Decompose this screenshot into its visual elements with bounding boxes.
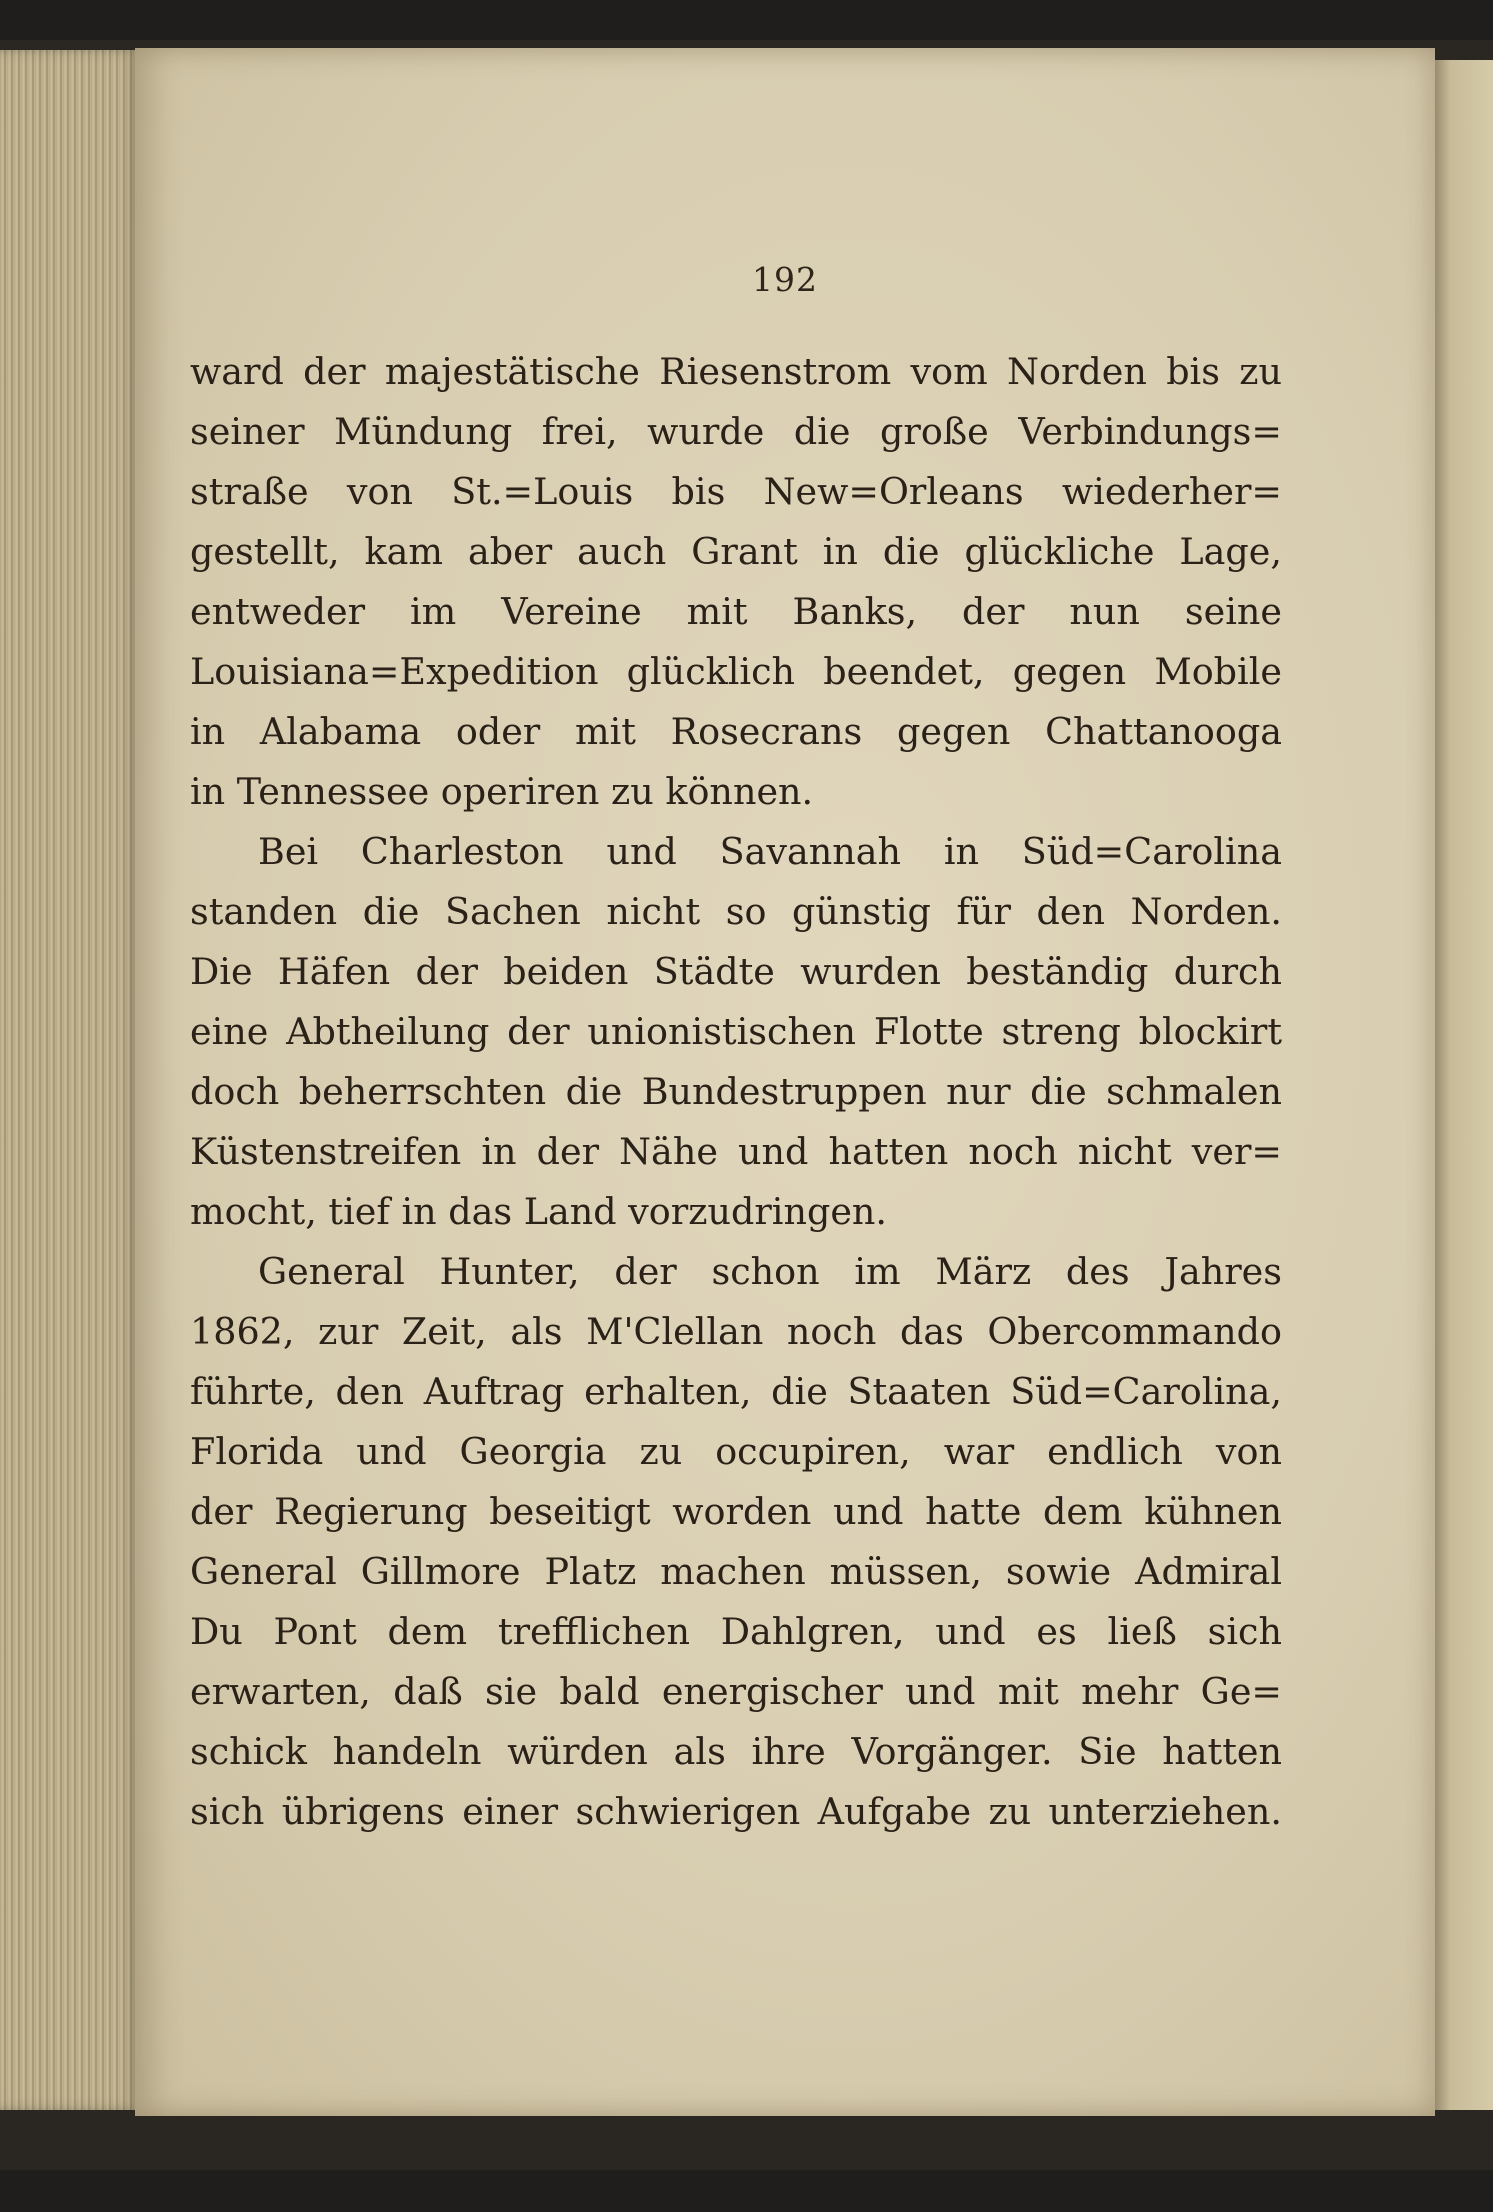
text-line: seiner Mündung frei, wurde die große Verbindungs= (190, 410, 1282, 453)
text-line: der Regierung beseitigt worden und hatte dem kühnen (190, 1490, 1282, 1533)
text-line: Du Pont dem trefflichen Dahlgren, und es ließ sich (190, 1610, 1282, 1653)
text-line: standen die Sachen nicht so günstig für den Norden. (190, 890, 1282, 933)
text-line: General Hunter, der schon im März des Jahres (258, 1250, 1282, 1293)
text-line: ward der majestätische Riesenstrom vom Norden bis zu (190, 350, 1282, 393)
text-line: straße von St.=Louis bis New=Orleans wiederher= (190, 470, 1282, 513)
text-line: schick handeln würden als ihre Vorgänger. Sie hatten (190, 1730, 1282, 1773)
page-text (190, 342, 1282, 1842)
adjacent-page-edge (1432, 60, 1493, 2110)
text-line: Louisiana=Expedition glücklich beendet, gegen Mobile (190, 650, 1282, 693)
text-line: entweder im Vereine mit Banks, der nun seine (190, 590, 1282, 633)
text-line: Die Häfen der beiden Städte wurden beständig durch (190, 950, 1282, 993)
text-line: führte, den Auftrag erhalten, die Staaten Süd=Carolina, (190, 1370, 1282, 1413)
text-line: sich übrigens einer schwierigen Aufgabe zu unterziehen. (190, 1790, 1282, 1833)
text-line: doch beherrschten die Bundestruppen nur die schmalen (190, 1070, 1282, 1113)
text-line: Bei Charleston und Savannah in Süd=Carolina (258, 830, 1282, 873)
text-line: eine Abtheilung der unionistischen Flotte streng blockirt (190, 1010, 1282, 1053)
text-line: Florida und Georgia zu occupiren, war endlich von (190, 1430, 1282, 1473)
text-line: gestellt, kam aber auch Grant in die glückliche Lage, (190, 530, 1282, 573)
text-line: Küstenstreifen in der Nähe und hatten noch nicht ver= (190, 1130, 1282, 1173)
page-number: 192 (752, 260, 818, 299)
text-line: 1862, zur Zeit, als M'Clellan noch das Obercommando (190, 1310, 1282, 1353)
text-line: mocht, tief in das Land vorzudringen. (190, 1190, 888, 1233)
text-line: erwarten, daß sie bald energischer und mit mehr Ge= (190, 1670, 1282, 1713)
page-edges (0, 50, 140, 2110)
text-line: in Alabama oder mit Rosecrans gegen Chattanooga (190, 710, 1282, 753)
text-line: General Gillmore Platz machen müssen, sowie Admiral (190, 1550, 1282, 1593)
text-line: in Tennessee operiren zu können. (190, 770, 814, 813)
